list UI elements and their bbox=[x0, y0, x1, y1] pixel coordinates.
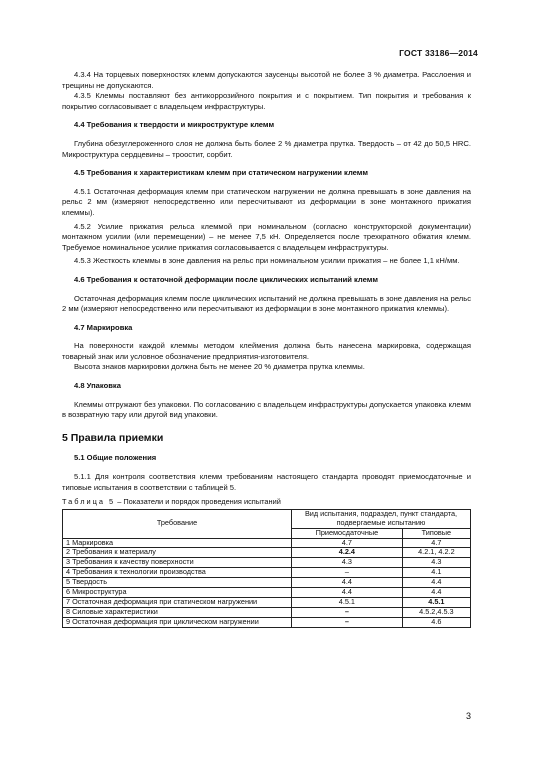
table-row bbox=[63, 597, 471, 607]
paragraph-4-4: Глубина обезуглероженного слоя не должна быть более 2 % диаметра прутка. Твердость – от 42 до 50,5 HRC. Микроструктура сердцевины – троостит, сорбит. bbox=[62, 138, 471, 159]
paragraph-4-5-2: 4.5.2 Усилие прижатия рельса клеммой при номинальном (согласно конструкторской документации) монтажном усилии (или перемещении) – не менее 7,5 кН. Определяется после трехкратного обжатия клемм. Требуемое номинальное усилие прижатия согласовывается с владельцем инфраструктуры. bbox=[62, 221, 471, 252]
paragraph-5-1-1: 5.1.1 Для контроля соответствия клемм требованиям настоящего стандарта проводят приемосдаточные и типовые испытания в соответствии с таблицей 5. bbox=[62, 472, 471, 492]
paragraph-4-5-3: 4.5.3 Жесткость клеммы в зоне давления на рельс при номинальном усилии прижатия – не более 1,1 кН/мм. bbox=[74, 256, 460, 266]
table-row bbox=[63, 538, 471, 548]
cell-acceptance: – bbox=[292, 607, 403, 617]
cell-acceptance: 4.5.1 bbox=[292, 597, 403, 607]
standard-number: ГОСТ 33186—2014 bbox=[399, 48, 478, 58]
paragraph-4-7-height: Высота знаков маркировки должна быть не менее 20 % диаметра прутка клеммы. bbox=[74, 362, 365, 372]
heading-4-4: 4.4 Требования к твердости и микроструктуре клемм bbox=[74, 120, 275, 130]
table-header-test-type: Вид испытания, подраздел, пункт стандарта, подвергаемые испытанию bbox=[292, 509, 471, 528]
table-row bbox=[63, 588, 471, 598]
cell-type: 4.5.2,4.5.3 bbox=[402, 607, 470, 617]
cell-requirement: 7 Остаточная деформация при статическом нагружении bbox=[63, 597, 292, 607]
table-caption-label: Таблица 5 bbox=[62, 497, 116, 507]
tests-table bbox=[62, 509, 471, 628]
heading-5-1: 5.1 Общие положения bbox=[74, 453, 157, 463]
cell-acceptance: – bbox=[292, 568, 403, 578]
cell-acceptance: 4.3 bbox=[292, 558, 403, 568]
cell-acceptance: 4.7 bbox=[292, 538, 403, 548]
cell-requirement: 1 Маркировка bbox=[63, 538, 292, 548]
cell-type: 4.3 bbox=[402, 558, 470, 568]
page-number: 3 bbox=[466, 711, 472, 721]
cell-requirement: 8 Силовые характеристики bbox=[63, 607, 292, 617]
table-header-requirement: Требование bbox=[63, 509, 292, 538]
table-caption bbox=[62, 497, 471, 508]
table-header-type: Типовые bbox=[402, 528, 470, 538]
table-row bbox=[63, 617, 471, 627]
cell-type: 4.2.1, 4.2.2 bbox=[402, 548, 470, 558]
cell-acceptance: 4.2.4 bbox=[292, 548, 403, 558]
cell-type: 4.7 bbox=[402, 538, 470, 548]
cell-type: 4.5.1 bbox=[402, 597, 470, 607]
paragraph-4-8: Клеммы отгружают без упаковки. По согласованию с владельцем инфраструктуры допускается упаковка клемм в возвратную тару или другой вид упаковки. bbox=[62, 399, 471, 420]
heading-4-8: 4.8 Упаковка bbox=[74, 381, 121, 391]
table-row bbox=[63, 548, 471, 558]
cell-type: 4.4 bbox=[402, 588, 470, 598]
paragraph-4-7-marking: На поверхности каждой клеммы методом клеймения должна быть нанесена маркировка, содержащая товарный знак или условное обозначение предприятия-изготовителя. bbox=[62, 341, 471, 361]
cell-requirement: 3 Требования к качеству поверхности bbox=[63, 558, 292, 568]
heading-4-7: 4.7 Маркировка bbox=[74, 322, 133, 332]
table-row bbox=[63, 578, 471, 588]
cell-type: 4.6 bbox=[402, 617, 470, 627]
cell-type: 4.4 bbox=[402, 578, 470, 588]
cell-requirement: 6 Микроструктура bbox=[63, 588, 292, 598]
paragraph-4-6: Остаточная деформация клемм после циклических испытаний не должна превышать в зоне давления на рельс 2 мм (измеряют непосредственно или пересчитывают из деформации в зоне монтажного прижатия клеммы). bbox=[62, 293, 471, 314]
table-row bbox=[63, 558, 471, 568]
table-caption-text: – Показатели и порядок проведения испытаний bbox=[115, 497, 281, 507]
cell-requirement: 5 Твердость bbox=[63, 578, 292, 588]
cell-acceptance: 4.4 bbox=[292, 578, 403, 588]
table-row bbox=[63, 607, 471, 617]
cell-acceptance: – bbox=[292, 617, 403, 627]
paragraph-4-5-1: 4.5.1 Остаточная деформация клемм при статическом нагружении не должна превышать в зоне давления на рельс 2 мм (измеряют непосредственно или пересчитывают из деформации в зоне монтажного прижатия клеммы). bbox=[62, 186, 471, 217]
cell-requirement: 9 Остаточная деформация при циклическом нагружении bbox=[63, 617, 292, 627]
cell-requirement: 4 Требования к технологии производства bbox=[63, 568, 292, 578]
table-row bbox=[63, 568, 471, 578]
paragraph-4-3-5: 4.3.5 Клеммы поставляют без антикоррозийного покрытия и с покрытием. Тип покрытия и требования к покрытию согласовывает с владельцем инфраструктуры. bbox=[62, 91, 471, 111]
cell-requirement: 2 Требования к материалу bbox=[63, 548, 292, 558]
heading-4-5: 4.5 Требования к характеристикам клемм при статическом нагружении клемм bbox=[74, 168, 369, 178]
cell-acceptance: 4.4 bbox=[292, 588, 403, 598]
heading-4-6: 4.6 Требования к остаточной деформации после циклических испытаний клемм bbox=[74, 274, 379, 284]
page-content bbox=[62, 70, 471, 628]
paragraph-4-3-4: 4.3.4 На торцевых поверхностях клемм допускаются заусенцы высотой не более 3 % диаметра. Расслоения и трещины не допускаются. bbox=[62, 70, 471, 90]
cell-type: 4.1 bbox=[402, 568, 470, 578]
table-header-acceptance: Приемосдаточные bbox=[292, 528, 403, 538]
section-heading-5: 5 Правила приемки bbox=[62, 431, 164, 444]
